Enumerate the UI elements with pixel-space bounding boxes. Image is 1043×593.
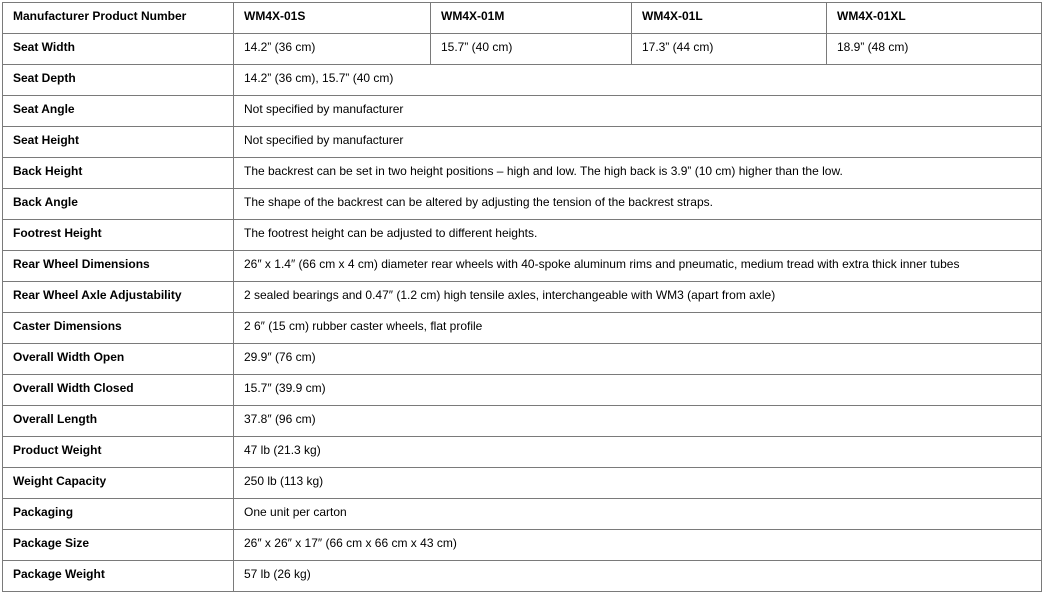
row-value: Not specified by manufacturer — [234, 96, 1042, 127]
seat-width-row — [3, 34, 1042, 65]
table-row — [3, 189, 1042, 220]
seat-width-l: 17.3” (44 cm) — [632, 34, 827, 65]
row-label: Overall Width Open — [3, 344, 234, 375]
header-label: Manufacturer Product Number — [3, 3, 234, 34]
row-label: Seat Depth — [3, 65, 234, 96]
row-label: Footrest Height — [3, 220, 234, 251]
row-value: 47 lb (21.3 kg) — [234, 437, 1042, 468]
header-row — [3, 3, 1042, 34]
row-label: Back Height — [3, 158, 234, 189]
row-label: Seat Height — [3, 127, 234, 158]
table-row — [3, 375, 1042, 406]
row-label: Package Size — [3, 530, 234, 561]
seat-width-m: 15.7” (40 cm) — [431, 34, 632, 65]
spec-table-body — [3, 3, 1042, 592]
row-value: 2 6″ (15 cm) rubber caster wheels, flat profile — [234, 313, 1042, 344]
table-row — [3, 282, 1042, 313]
row-label: Caster Dimensions — [3, 313, 234, 344]
row-label: Seat Width — [3, 34, 234, 65]
row-value: 26″ x 26″ x 17″ (66 cm x 66 cm x 43 cm) — [234, 530, 1042, 561]
row-value: 57 lb (26 kg) — [234, 561, 1042, 592]
row-label: Package Weight — [3, 561, 234, 592]
table-row — [3, 251, 1042, 282]
row-label: Seat Angle — [3, 96, 234, 127]
table-row — [3, 96, 1042, 127]
model-m: WM4X-01M — [431, 3, 632, 34]
row-value: 26″ x 1.4″ (66 cm x 4 cm) diameter rear wheels with 40-spoke aluminum rims and pneumatic, medium tread with extra thick inner tubes — [234, 251, 1042, 282]
table-row — [3, 127, 1042, 158]
row-label: Packaging — [3, 499, 234, 530]
row-label: Overall Width Closed — [3, 375, 234, 406]
spec-table — [2, 2, 1042, 592]
row-label: Rear Wheel Axle Adjustability — [3, 282, 234, 313]
row-label: Back Angle — [3, 189, 234, 220]
seat-width-s: 14.2” (36 cm) — [234, 34, 431, 65]
row-label: Weight Capacity — [3, 468, 234, 499]
model-xl: WM4X-01XL — [827, 3, 1042, 34]
table-row — [3, 344, 1042, 375]
row-value: The backrest can be set in two height positions – high and low. The high back is 3.9” (10 cm) higher than the low. — [234, 158, 1042, 189]
table-row — [3, 313, 1042, 344]
table-row — [3, 561, 1042, 592]
table-row — [3, 65, 1042, 96]
row-label: Product Weight — [3, 437, 234, 468]
table-row — [3, 499, 1042, 530]
row-value: 15.7″ (39.9 cm) — [234, 375, 1042, 406]
row-value: The shape of the backrest can be altered by adjusting the tension of the backrest straps. — [234, 189, 1042, 220]
row-value: 2 sealed bearings and 0.47″ (1.2 cm) high tensile axles, interchangeable with WM3 (apart from axle) — [234, 282, 1042, 313]
model-l: WM4X-01L — [632, 3, 827, 34]
row-value: 250 lb (113 kg) — [234, 468, 1042, 499]
row-label: Overall Length — [3, 406, 234, 437]
row-label: Rear Wheel Dimensions — [3, 251, 234, 282]
row-value: 14.2” (36 cm), 15.7” (40 cm) — [234, 65, 1042, 96]
table-row — [3, 220, 1042, 251]
row-value: Not specified by manufacturer — [234, 127, 1042, 158]
table-row — [3, 468, 1042, 499]
table-row — [3, 158, 1042, 189]
seat-width-xl: 18.9” (48 cm) — [827, 34, 1042, 65]
row-value: 29.9″ (76 cm) — [234, 344, 1042, 375]
row-value: The footrest height can be adjusted to different heights. — [234, 220, 1042, 251]
table-row — [3, 530, 1042, 561]
table-row — [3, 437, 1042, 468]
table-row — [3, 406, 1042, 437]
row-value: One unit per carton — [234, 499, 1042, 530]
row-value: 37.8″ (96 cm) — [234, 406, 1042, 437]
model-s: WM4X-01S — [234, 3, 431, 34]
